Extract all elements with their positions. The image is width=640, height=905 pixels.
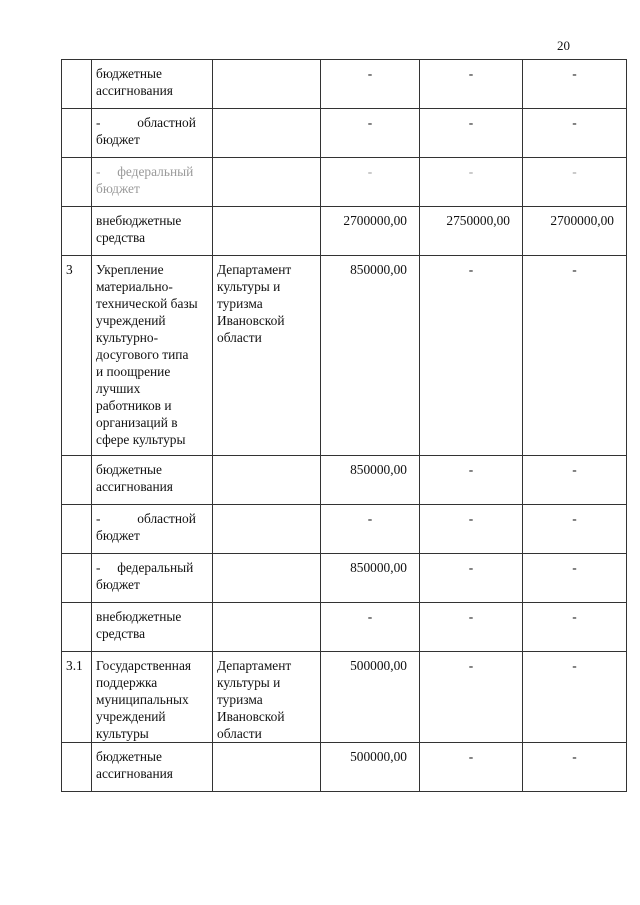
executor-line: области — [217, 330, 262, 345]
name-line: материально- — [96, 279, 173, 294]
table-row — [62, 554, 627, 603]
name-line: ассигнования — [96, 83, 173, 98]
year-1-value-cell: 500000,00 — [321, 743, 420, 792]
name-line: технической базы — [96, 296, 198, 311]
name-line: ассигнования — [96, 766, 173, 781]
year-1-value-cell: - — [321, 60, 420, 109]
year-1-value-cell: - — [321, 109, 420, 158]
name-line: Укрепление — [96, 262, 164, 277]
name-line: средства — [96, 230, 146, 245]
year-3-value-cell: - — [523, 158, 627, 207]
name-line: бюджетные — [96, 462, 162, 477]
row-executor-cell — [213, 207, 321, 256]
budget-table — [61, 59, 627, 792]
executor-line: туризма — [217, 296, 263, 311]
year-3-value-cell: - — [523, 109, 627, 158]
row-executor-cell — [213, 256, 321, 456]
budget-table-body — [62, 60, 627, 792]
executor-line: Ивановской — [217, 709, 285, 724]
row-number-cell: 3 — [62, 256, 92, 456]
name-line: средства — [96, 626, 146, 641]
name-line: и поощрение — [96, 364, 171, 379]
year-2-value-cell: - — [420, 109, 523, 158]
row-number-cell — [62, 207, 92, 256]
year-2-value-cell: - — [420, 652, 523, 743]
table-row — [62, 60, 627, 109]
row-number-cell — [62, 505, 92, 554]
table-row — [62, 652, 627, 743]
table-row — [62, 158, 627, 207]
year-2-value-cell: - — [420, 505, 523, 554]
year-1-value-cell: - — [321, 158, 420, 207]
row-executor-cell — [213, 109, 321, 158]
name-line: ассигнования — [96, 479, 173, 494]
year-3-value-cell: - — [523, 256, 627, 456]
executor-line: Департамент — [217, 262, 292, 277]
name-line: Государственная — [96, 658, 192, 673]
table-row — [62, 109, 627, 158]
row-name-cell — [92, 158, 213, 207]
name-line: бюджет — [96, 577, 140, 592]
row-name-cell — [92, 456, 213, 505]
row-executor-cell — [213, 743, 321, 792]
executor-line: культуры и — [217, 675, 281, 690]
row-number-cell — [62, 603, 92, 652]
table-row — [62, 456, 627, 505]
year-3-value-cell: 2700000,00 — [523, 207, 627, 256]
year-2-value-cell: - — [420, 60, 523, 109]
name-line: - областной — [96, 511, 196, 526]
row-executor-cell — [213, 554, 321, 603]
row-executor-cell — [213, 603, 321, 652]
year-1-value-cell: 850000,00 — [321, 256, 420, 456]
name-line: внебюджетные — [96, 213, 182, 228]
row-name-cell — [92, 554, 213, 603]
name-line: учреждений — [96, 709, 166, 724]
table-row — [62, 505, 627, 554]
name-line: учреждений — [96, 313, 166, 328]
year-3-value-cell: - — [523, 505, 627, 554]
year-3-value-cell: - — [523, 456, 627, 505]
year-2-value-cell: - — [420, 603, 523, 652]
name-line: бюджет — [96, 528, 140, 543]
executor-line: области — [217, 726, 262, 741]
year-1-value-cell: 850000,00 — [321, 456, 420, 505]
table-row — [62, 743, 627, 792]
name-line: организаций в — [96, 415, 178, 430]
row-executor-cell — [213, 652, 321, 743]
name-line: культуры — [96, 726, 149, 741]
row-name-cell — [92, 256, 213, 456]
name-line: бюджет — [96, 181, 140, 196]
table-row — [62, 207, 627, 256]
year-3-value-cell: - — [523, 603, 627, 652]
row-number-cell: 3.1 — [62, 652, 92, 743]
year-2-value-cell: 2750000,00 — [420, 207, 523, 256]
year-1-value-cell: 850000,00 — [321, 554, 420, 603]
row-name-cell — [92, 743, 213, 792]
executor-line: Ивановской — [217, 313, 285, 328]
year-3-value-cell: - — [523, 652, 627, 743]
year-1-value-cell: 500000,00 — [321, 652, 420, 743]
name-line: бюджет — [96, 132, 140, 147]
row-number-cell — [62, 743, 92, 792]
name-line: досугового типа — [96, 347, 189, 362]
year-2-value-cell: - — [420, 158, 523, 207]
name-line: поддержка — [96, 675, 158, 690]
row-name-cell — [92, 652, 213, 743]
row-number-cell — [62, 554, 92, 603]
name-line: работников и — [96, 398, 172, 413]
row-name-cell — [92, 60, 213, 109]
name-line: сфере культуры — [96, 432, 186, 447]
table-row — [62, 603, 627, 652]
year-1-value-cell: - — [321, 603, 420, 652]
row-number-cell — [62, 109, 92, 158]
row-number-cell — [62, 456, 92, 505]
row-executor-cell — [213, 60, 321, 109]
page-number: 20 — [557, 38, 570, 53]
name-line: бюджетные — [96, 749, 162, 764]
year-2-value-cell: - — [420, 554, 523, 603]
name-line: культурно- — [96, 330, 159, 345]
year-2-value-cell: - — [420, 456, 523, 505]
row-executor-cell — [213, 456, 321, 505]
row-executor-cell — [213, 158, 321, 207]
row-name-cell — [92, 207, 213, 256]
name-line: лучших — [96, 381, 141, 396]
year-2-value-cell: - — [420, 743, 523, 792]
executor-line: туризма — [217, 692, 263, 707]
year-3-value-cell: - — [523, 743, 627, 792]
year-1-value-cell: - — [321, 505, 420, 554]
year-3-value-cell: - — [523, 554, 627, 603]
name-line: - областной — [96, 115, 196, 130]
row-name-cell — [92, 109, 213, 158]
row-number-cell — [62, 60, 92, 109]
row-name-cell — [92, 603, 213, 652]
row-number-cell — [62, 158, 92, 207]
year-3-value-cell: - — [523, 60, 627, 109]
table-row — [62, 256, 627, 456]
row-executor-cell — [213, 505, 321, 554]
executor-line: Департамент — [217, 658, 292, 673]
name-line: внебюджетные — [96, 609, 182, 624]
name-line: муниципальных — [96, 692, 189, 707]
name-line: - федеральный — [96, 560, 194, 575]
name-line: - федеральный — [96, 164, 194, 179]
executor-line: культуры и — [217, 279, 281, 294]
year-1-value-cell: 2700000,00 — [321, 207, 420, 256]
year-2-value-cell: - — [420, 256, 523, 456]
row-name-cell — [92, 505, 213, 554]
name-line: бюджетные — [96, 66, 162, 81]
